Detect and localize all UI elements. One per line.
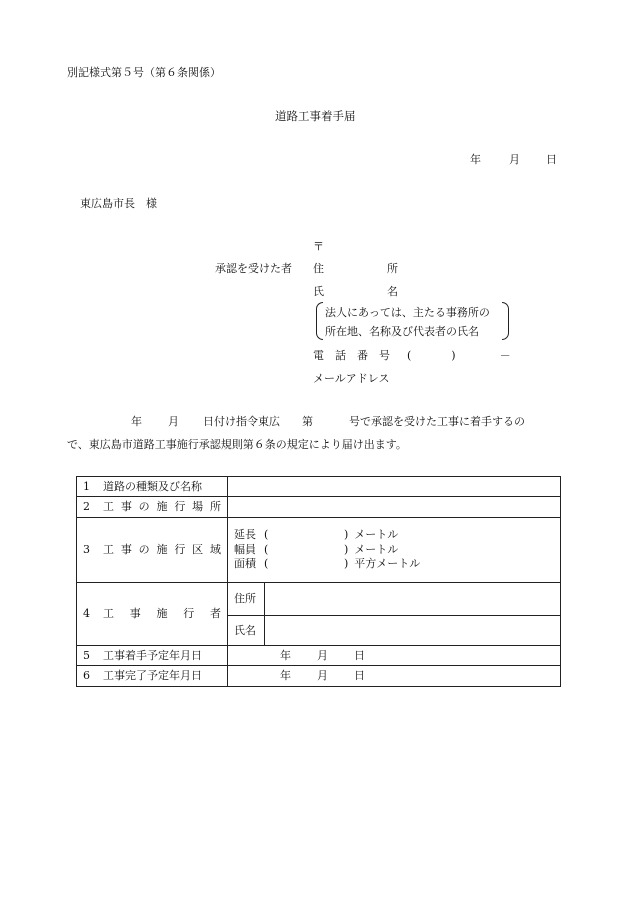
dim-unit: メートル — [354, 542, 399, 556]
document-title: 道路工事着手届 — [275, 109, 356, 123]
label-char: 行 — [183, 607, 195, 621]
label-char: 工 — [103, 543, 114, 557]
body-number-prefix: 第 — [302, 415, 313, 428]
dim-key: 幅員 — [234, 542, 256, 556]
length-line — [234, 528, 554, 543]
phone-row — [313, 350, 511, 361]
label-char: の — [138, 543, 150, 557]
label-char: 区 — [192, 543, 204, 557]
corporate-note — [316, 302, 509, 340]
body-line-1 — [77, 416, 525, 427]
label-char: 施 — [156, 500, 168, 514]
row-number: 6 — [83, 669, 90, 683]
operator-name-label: 氏名 — [228, 616, 265, 646]
body-year: 年 — [131, 415, 142, 428]
date-day: 日 — [354, 669, 365, 683]
email-label: メールアドレス — [313, 372, 390, 385]
date-month: 月 — [317, 648, 328, 662]
table-row — [77, 497, 561, 518]
body-ref-text: 日付け指令東広 — [203, 415, 280, 428]
label-char: 工 — [103, 607, 114, 621]
row-number: 5 — [83, 648, 90, 662]
date-month-label: 月 — [509, 153, 520, 166]
road-name-field[interactable] — [228, 477, 561, 497]
addressee: 東広島市長 様 — [80, 197, 157, 210]
label-char: 行 — [174, 500, 186, 514]
completion-date-field[interactable] — [228, 666, 561, 687]
applicant-name-label — [313, 286, 398, 297]
right-bracket — [502, 302, 509, 340]
applicant-address-label — [313, 263, 398, 274]
dim-open: ( — [264, 557, 269, 571]
dim-key: 延長 — [234, 527, 256, 541]
label-char: 工 — [103, 500, 114, 514]
row-label — [77, 583, 228, 646]
label-char: 事 — [120, 543, 132, 557]
work-area-field[interactable] — [228, 518, 561, 583]
dim-open: ( — [264, 527, 269, 541]
row-label — [77, 477, 228, 497]
date-day-label: 日 — [546, 153, 557, 166]
row-label-text: 道路の種類及び名称 — [103, 479, 202, 493]
note-line-1: 法人にあっては、主たる事務所の — [325, 306, 490, 319]
label-char: の — [138, 500, 150, 514]
dim-unit: メートル — [354, 527, 399, 541]
area-line — [234, 557, 554, 572]
operator-name-field[interactable] — [265, 616, 561, 646]
label-char: 所 — [209, 500, 221, 514]
row-number: 2 — [83, 500, 90, 514]
row-label — [77, 518, 228, 583]
date-year: 年 — [280, 669, 291, 683]
postal-mark: 〒 — [313, 240, 324, 253]
table-row — [77, 583, 561, 616]
start-date-field[interactable] — [228, 646, 561, 666]
dim-unit: 平方メートル — [354, 557, 421, 571]
body-line-2: で、東広島市道路工事施行承認規則第６条の規定により届け出ます。 — [67, 438, 407, 451]
body-month: 月 — [168, 415, 179, 428]
details-table — [76, 476, 561, 687]
dim-key: 面積 — [234, 557, 256, 571]
row-number: 1 — [83, 479, 90, 493]
dim-close: ) — [344, 542, 349, 556]
label-char: 行 — [174, 543, 186, 557]
dim-open: ( — [264, 542, 269, 556]
label-char: 域 — [209, 543, 221, 557]
table-row — [77, 518, 561, 583]
row-label-text: 工事着手予定年月日 — [103, 648, 202, 662]
row-label-text — [103, 500, 221, 514]
row-label-text — [103, 543, 221, 557]
phone-paren-close: ) — [451, 349, 456, 362]
date-year-label: 年 — [470, 153, 481, 166]
row-number: 4 — [83, 607, 90, 621]
row-label-text: 工事完了予定年月日 — [103, 669, 202, 683]
applicant-label: 承認を受けた者 — [215, 262, 292, 275]
row-label — [77, 666, 228, 687]
note-line-2: 所在地、名称及び代表者の氏名 — [325, 325, 479, 338]
name-char-1: 氏 — [313, 285, 324, 298]
row-number: 3 — [83, 543, 90, 557]
dim-close: ) — [344, 527, 349, 541]
table-row — [77, 477, 561, 497]
operator-address-label: 住所 — [228, 583, 265, 616]
phone-dash: － — [499, 349, 511, 362]
submission-date — [470, 154, 557, 165]
operator-address-field[interactable] — [265, 583, 561, 616]
date-year: 年 — [280, 648, 291, 662]
phone-label: 電 話 番 号 — [313, 349, 390, 362]
table-row — [77, 646, 561, 666]
date-day: 日 — [354, 648, 365, 662]
row-label — [77, 646, 228, 666]
table-row — [77, 666, 561, 687]
phone-paren-open: ( — [407, 349, 412, 362]
date-month: 月 — [317, 669, 328, 683]
form-number-label: 別記様式第５号（第６条関係） — [67, 66, 221, 79]
label-char: 事 — [129, 607, 141, 621]
label-char: 事 — [120, 500, 132, 514]
work-location-field[interactable] — [228, 497, 561, 518]
label-char: 者 — [210, 607, 221, 621]
label-char: 施 — [156, 543, 168, 557]
width-line — [234, 543, 554, 558]
label-char: 場 — [192, 500, 204, 514]
row-label — [77, 497, 228, 518]
left-bracket — [316, 302, 323, 340]
address-char-2: 所 — [387, 262, 398, 275]
row-label-text — [103, 607, 221, 621]
dim-close: ) — [344, 557, 349, 571]
label-char: 施 — [156, 607, 168, 621]
body-text-continuation: 号で承認を受けた工事に着手するの — [349, 415, 525, 428]
name-char-2: 名 — [387, 285, 398, 298]
address-char-1: 住 — [313, 262, 324, 275]
